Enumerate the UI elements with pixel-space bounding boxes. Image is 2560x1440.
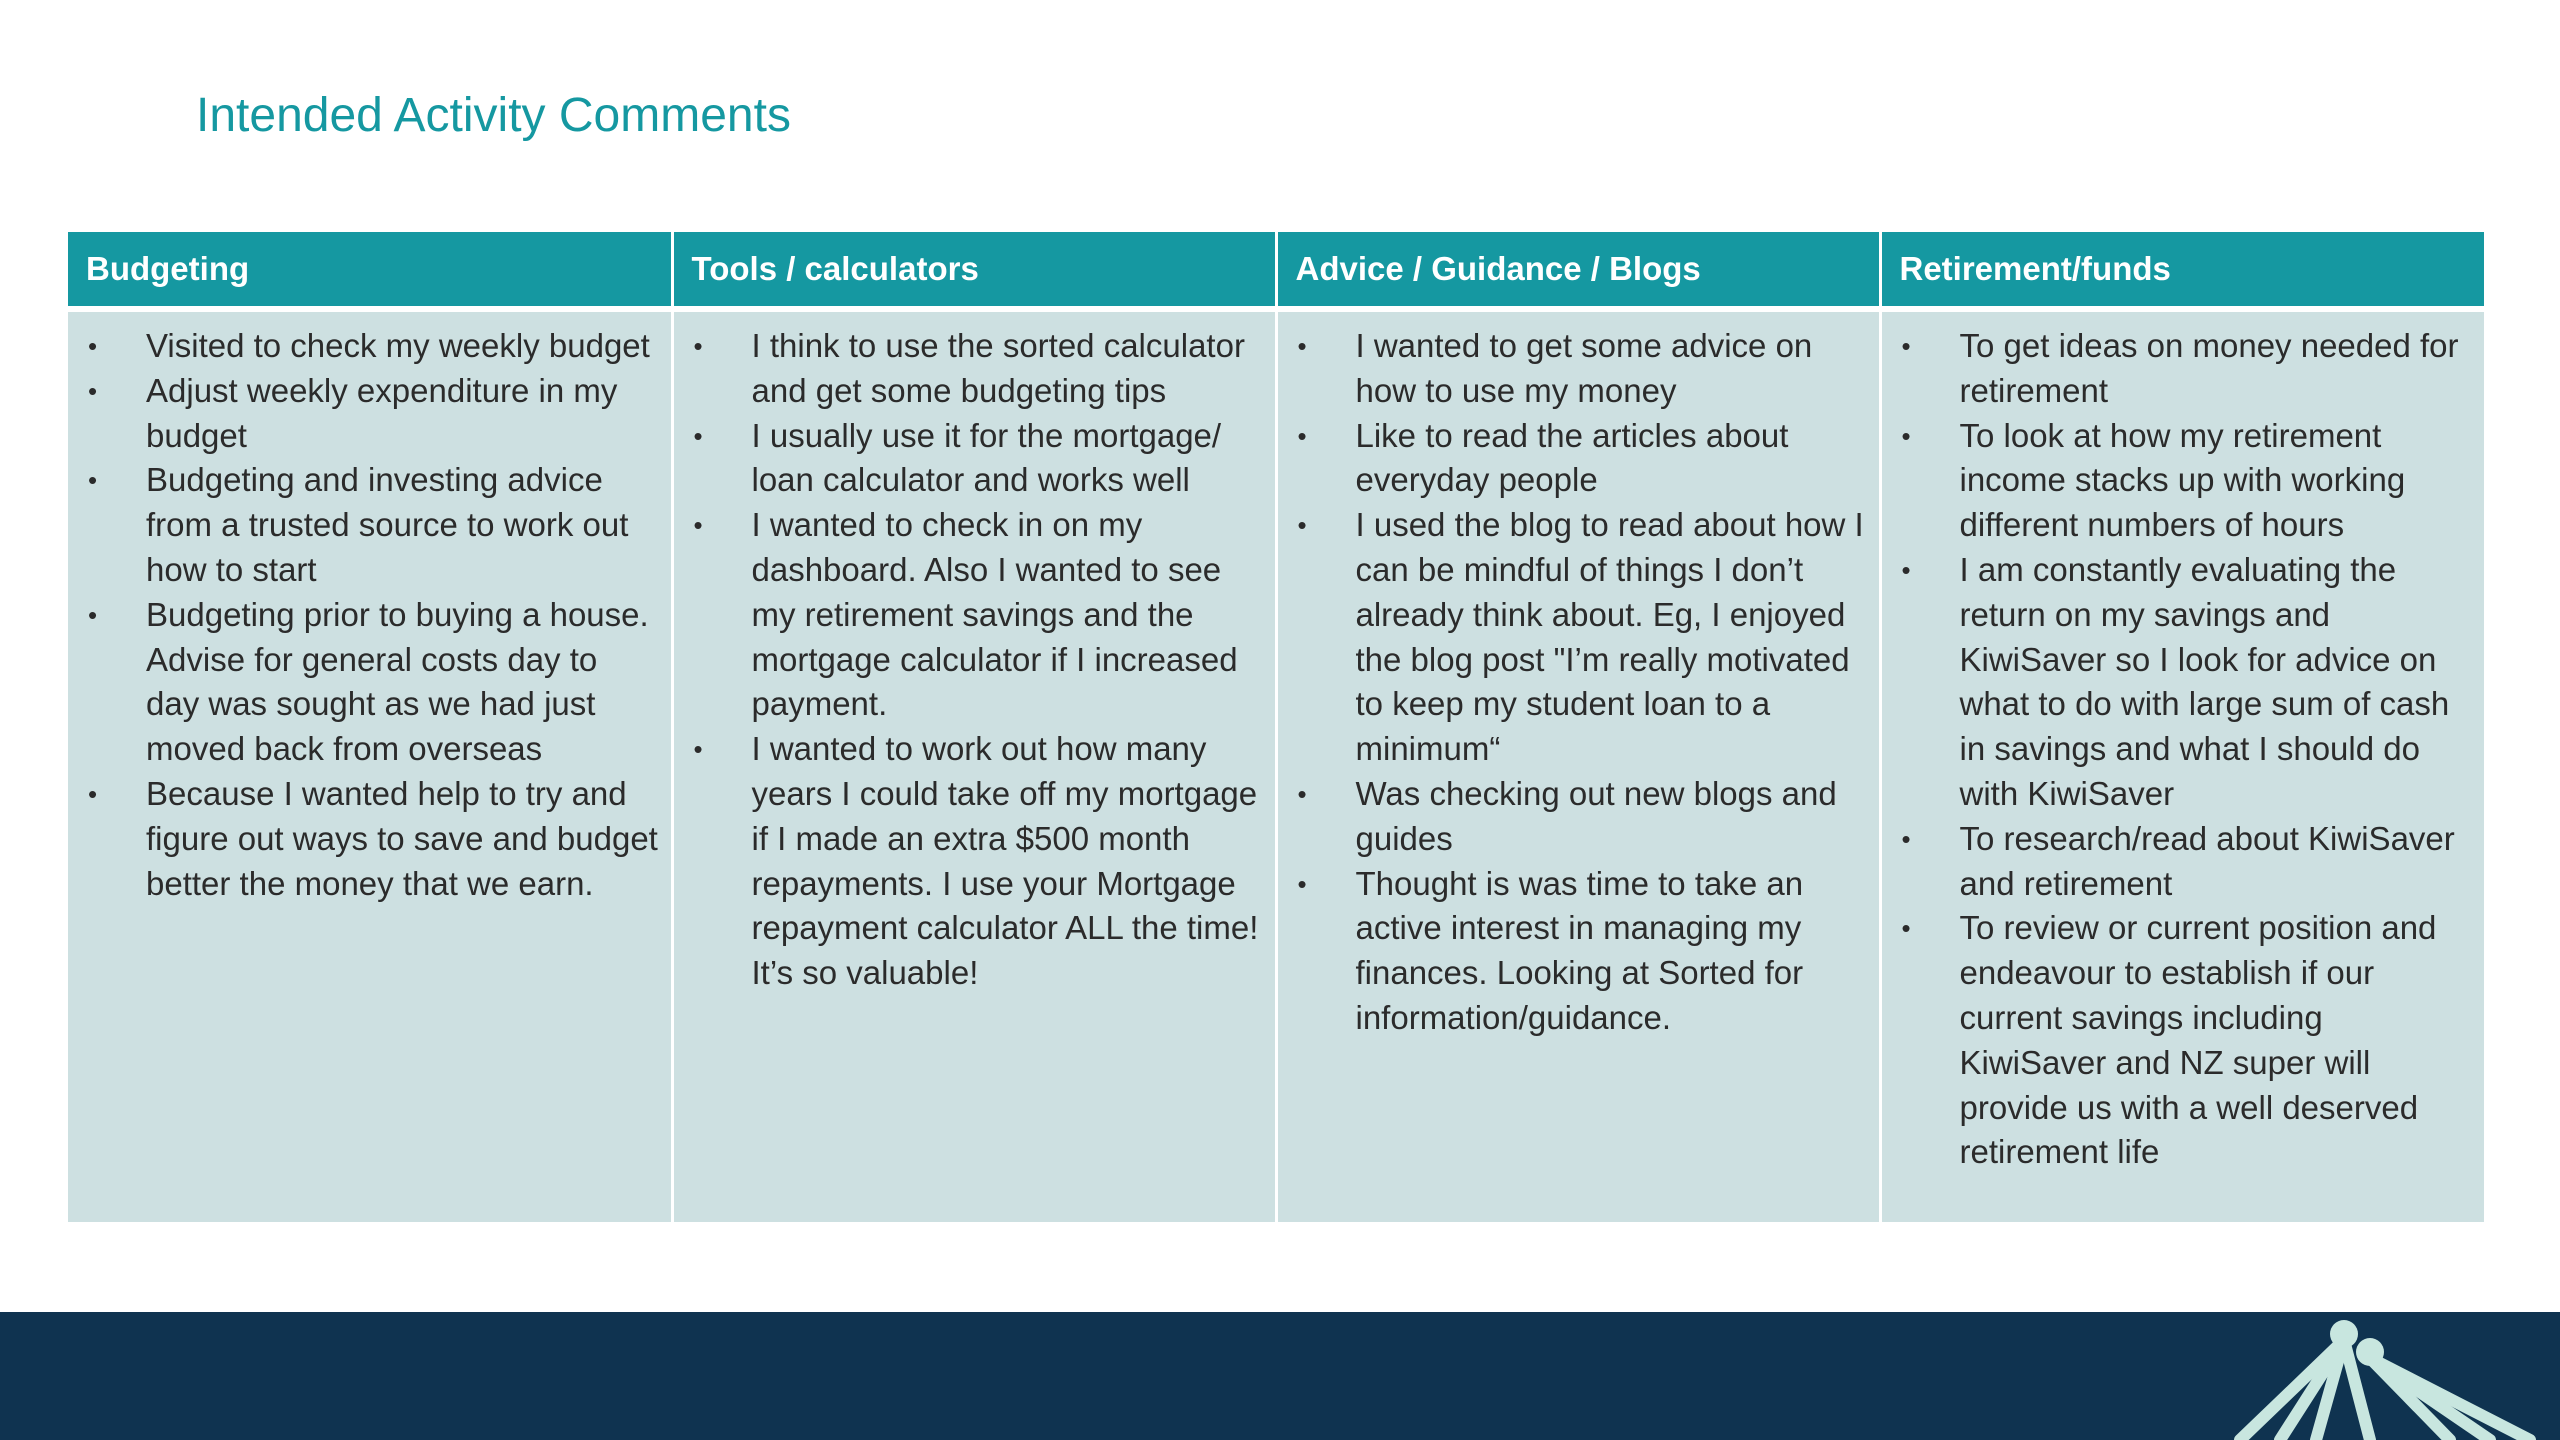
bullet-icon: •: [1901, 913, 1911, 944]
column-header-retirement-funds: Retirement/funds: [1880, 232, 2484, 309]
comment-text: To research/read about KiwiSaver and retirement: [1959, 819, 2455, 902]
comment-text: I wanted to work out how many years I could take off my mortgage if I made an extra $500 month repayments. I use your Mortgage repayment calculator ALL the time! It’s so valuable!: [751, 730, 1259, 992]
comment-text: I used the blog to read about how I can be mindful of things I don’t already think about. Eg, I enjoyed the blog post "I’m really motivated to keep my student loan to a minimum“: [1355, 506, 1864, 768]
bullet-icon: •: [693, 734, 703, 765]
comment-text: I usually use it for the mortgage/ loan calculator and works well: [751, 416, 1222, 499]
list-item: [1882, 906, 2473, 1175]
comment-text: To get ideas on money needed for retirement: [1959, 327, 2459, 409]
comments-cell-advice-guidance-blogs: [1276, 309, 1880, 1222]
comment-text: Adjust weekly expenditure in my budget: [146, 371, 618, 454]
column-header-advice-guidance-blogs: Advice / Guidance / Blogs: [1276, 232, 1880, 309]
comment-text: I think to use the sorted calculator and get some budgeting tips: [751, 327, 1245, 409]
list-item: [1882, 324, 2473, 414]
footer-band: [0, 1312, 2560, 1440]
list-item: [1882, 548, 2473, 817]
comment-text: Because I wanted help to try and figure out ways to save and budget better the money that we earn.: [146, 774, 658, 902]
table-body-row: [68, 309, 2484, 1222]
comments-table: [68, 232, 2484, 1222]
bullet-icon: •: [88, 465, 98, 496]
comment-text: I wanted to check in on my dashboard. Also I wanted to see my retirement savings and the mortgage calculator if I increased payment.: [751, 506, 1238, 723]
list-item: [68, 772, 659, 906]
sorted-logo-icon: [2220, 1312, 2560, 1440]
bullet-icon: •: [1297, 331, 1307, 361]
comments-cell-tools-calculators: [672, 309, 1276, 1222]
bullet-icon: •: [1297, 420, 1307, 451]
comment-text: To look at how my retirement income stacks up with working different numbers of hours: [1959, 416, 2406, 544]
comment-text: Like to read the articles about everyday people: [1355, 416, 1789, 499]
list-item: [1882, 414, 2473, 548]
comment-text: Budgeting and investing advice from a trusted source to work out how to start: [146, 461, 629, 588]
bullet-icon: •: [88, 599, 98, 630]
list-item: [1278, 772, 1867, 862]
comments-cell-retirement-funds: [1880, 309, 2484, 1222]
bullet-icon: •: [88, 375, 98, 406]
bullet-list: [674, 324, 1263, 996]
comment-text: Was checking out new blogs and guides: [1355, 774, 1837, 857]
list-item: [1278, 414, 1867, 504]
bullet-icon: •: [1297, 778, 1307, 809]
list-item: [674, 503, 1263, 727]
list-item: [674, 727, 1263, 996]
list-item: [1278, 503, 1867, 772]
bullet-icon: •: [1901, 331, 1911, 361]
list-item: [68, 369, 659, 459]
table-header-row: [68, 232, 2484, 309]
slide-title: Intended Activity Comments: [196, 89, 791, 142]
bullet-icon: •: [1901, 823, 1911, 854]
list-item: [68, 593, 659, 772]
bullet-icon: •: [693, 331, 703, 361]
bullet-icon: •: [88, 778, 98, 809]
bullet-icon: •: [693, 420, 703, 451]
list-item: [1278, 324, 1867, 414]
comment-text: I wanted to get some advice on how to use my money: [1355, 327, 1813, 409]
bullet-icon: •: [693, 510, 703, 541]
column-header-tools-calculators: Tools / calculators: [672, 232, 1276, 309]
bullet-list: [1278, 324, 1867, 1041]
comment-text: I am constantly evaluating the return on my savings and KiwiSaver so I look for advice on what to do with large sum of cash in savings and what I should do with KiwiSaver: [1959, 550, 2450, 812]
comment-text: Visited to check my weekly budget: [146, 327, 650, 364]
list-item: [68, 324, 659, 369]
comment-text: Thought is was time to take an active interest in managing my finances. Looking at Sorted for information/guidance.: [1355, 864, 1804, 1036]
bullet-icon: •: [1297, 868, 1307, 899]
bullet-list: [1882, 324, 2473, 1175]
comment-text: To review or current position and endeavour to establish if our current savings including KiwiSaver and NZ super will provide us with a well deserved retirement life: [1959, 909, 2437, 1171]
list-item: [68, 458, 659, 592]
bullet-icon: •: [1297, 510, 1307, 541]
list-item: [1278, 862, 1867, 1041]
bullet-icon: •: [1901, 554, 1911, 585]
bullet-list: [68, 324, 659, 906]
bullet-icon: •: [88, 331, 98, 361]
list-item: [674, 324, 1263, 414]
bullet-icon: •: [1901, 420, 1911, 451]
column-header-budgeting: Budgeting: [68, 232, 672, 309]
list-item: [1882, 817, 2473, 907]
list-item: [674, 414, 1263, 504]
comment-text: Budgeting prior to buying a house. Advise for general costs day to day was sought as we had just moved back from overseas: [146, 595, 649, 768]
comments-cell-budgeting: [68, 309, 672, 1222]
